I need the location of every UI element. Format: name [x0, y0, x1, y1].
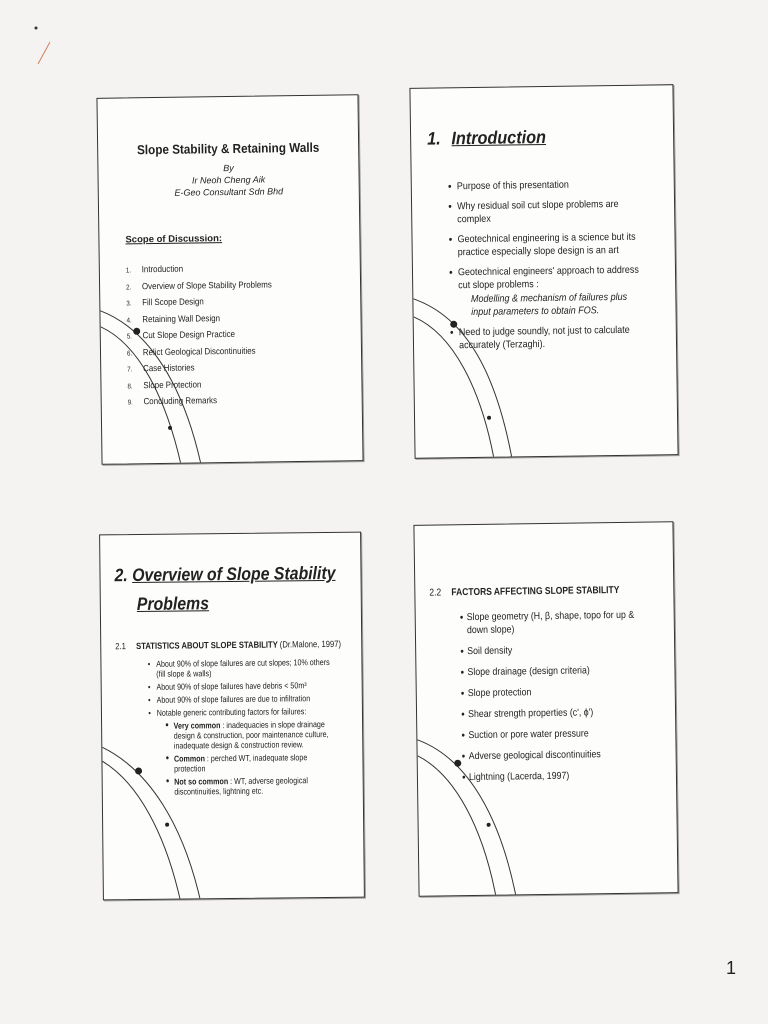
scan-mark-icon [20, 20, 60, 90]
list-item: 8. Slope Protection [127, 378, 202, 390]
list-item: 6. Relict Geological Discontinuities [126, 345, 256, 357]
slide-overview [99, 532, 365, 901]
author-name: Ir Neoh Cheng Aik [191, 174, 266, 186]
list-item: ● Why residual soil cut slope problems are complex [448, 197, 645, 227]
list-item: ● Need to judge soundly, not just to calculate accurately (Terzaghi). [450, 323, 647, 353]
list-item: • About 90% of slope failures have debris < 50m³ [150, 680, 339, 692]
list-item: ● Purpose of this presentation [448, 178, 644, 194]
slide-title [96, 94, 363, 465]
list-item: ● Slope geometry (H, β, shape, topo for up & down slope) [460, 609, 645, 638]
page-number: 1 [725, 958, 736, 978]
list-item: 2. Overview of Slope Stability Problems [126, 278, 272, 291]
slide-introduction [409, 84, 678, 459]
slide-factors [413, 521, 678, 897]
sub-text: Modelling & mechanism of failures plus input parameters to obtain FOS. [470, 291, 628, 319]
bullet-list [448, 177, 668, 359]
list-item: ● Soil density [460, 643, 645, 659]
scope-list [126, 262, 294, 413]
list-item: ● Adverse geological discontinuities [462, 748, 647, 764]
list-item: 5. Cut Slope Design Practice [126, 328, 236, 341]
list-item: ● Common : perched WT, inadequate slope protection [166, 752, 340, 774]
list-item: ● Geotechnical engineering is a science but its practice especially slope design is an art [448, 230, 645, 260]
list-item: 3. Fill Scope Design [126, 296, 204, 308]
by-label: By [223, 162, 234, 174]
list-item: ● Geotechnical engineers' approach to address cut slope problems : Modelling & mechanism of failures plus input parameters to obtain FOS. [449, 263, 646, 320]
section-title: 2.1 STATISTICS ABOUT SLOPE STABILITY (Dr.Malone, 1997) [115, 638, 342, 652]
sub-bullet-list [165, 719, 340, 797]
list-item: • About 90% of slope failures are cut slopes; 10% others (fill slope & walls) [149, 657, 338, 679]
list-item: ● Slope drainage (design criteria) [460, 664, 645, 680]
list-item: ● Suction or pore water pressure [461, 727, 646, 743]
list-item: • About 90% of slope failures are due to infiltration [150, 693, 339, 705]
slide-heading: 2. Overview of Slope Stability Problems [114, 562, 336, 614]
company-name: E-Geo Consultant Sdn Bhd [174, 186, 284, 198]
section-title: 2.2 FACTORS AFFECTING SLOPE STABILITY [429, 584, 620, 599]
list-item: ● Slope protection [461, 685, 646, 701]
list-item: ● Lightning (Lacerda, 1997) [462, 769, 647, 785]
list-item: ● Very common : inadequacies in slope drainage design & construction, poor maintenance culture, inadequate design & construction review. [165, 719, 339, 751]
slide-heading: 1. Introduction [426, 126, 547, 149]
bullet-list [149, 657, 365, 800]
list-item: 4. Retaining Wall Design [126, 312, 221, 324]
list-item: ● Shear strength properties (c', ϕ') [461, 706, 646, 722]
list-item: 9. Concluding Remarks [127, 395, 218, 407]
slide-title-text: Slope Stability & Retaining Walls [136, 139, 320, 158]
scope-heading: Scope of Discussion: [125, 233, 223, 246]
list-item: 7. Case Histories [127, 362, 195, 374]
list-item: ● Not so common : WT, adverse geological discontinuities, lightning etc. [166, 775, 340, 797]
list-item: 1. Introduction [125, 263, 184, 275]
list-item: • Notable generic contributing factors for failures: ● Very common : inadequacies in slope drainage design & construction, poor maintenance culture, inadequate design & construction review. ● Common : perched WT, inadequate slope protection ● Not so common : WT, adverse geological discontinuities, lightning etc. [150, 706, 340, 797]
bullet-list [460, 608, 673, 792]
